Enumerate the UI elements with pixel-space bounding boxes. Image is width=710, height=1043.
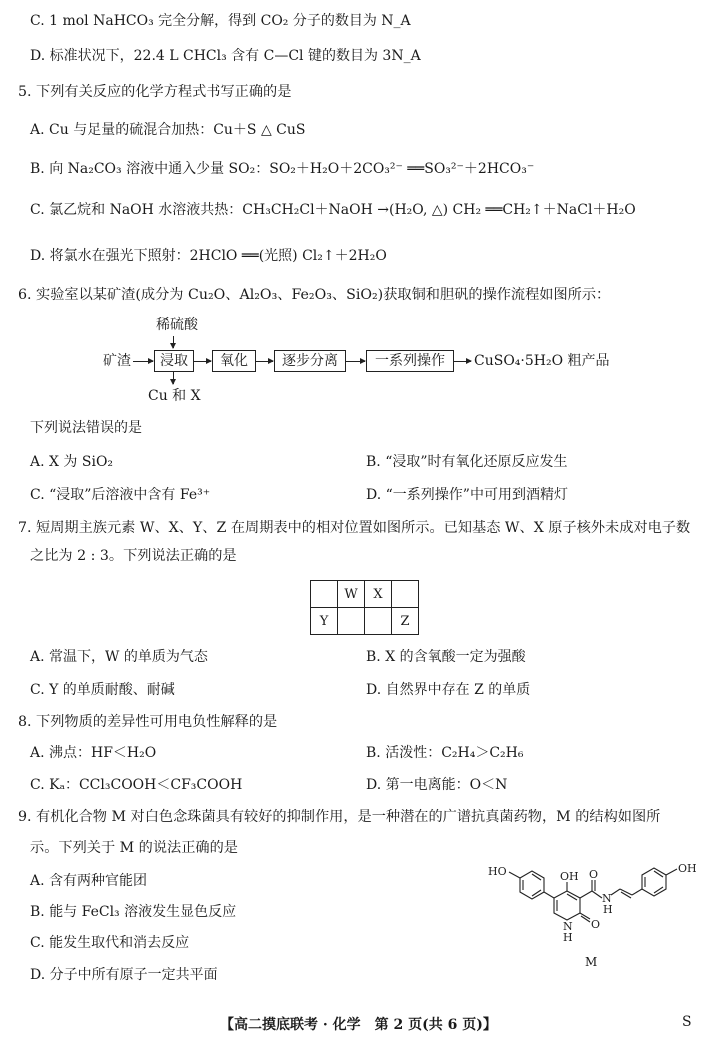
pt-cell-w: W	[338, 581, 365, 608]
q5-option-b: B. 向 Na₂CO₃ 溶液中通入少量 SO₂：SO₂＋H₂O＋2CO₃²⁻ ══SO₃²⁻＋2HCO₃⁻	[30, 161, 535, 177]
ho-left-label: HO	[488, 865, 507, 878]
q5-option-d: D. 将氯水在强光下照射：2HClO ══(光照) Cl₂↑＋2H₂O	[30, 248, 387, 264]
q5-option-c: C. 氯乙烷和 NaOH 水溶液共热：CH₃CH₂Cl＋NaOH →(H₂O, △) CH₂ ══CH₂↑＋NaCl＋H₂O	[30, 202, 636, 218]
q6-option-b: B. “浸取”时有氧化还原反应发生	[366, 454, 568, 470]
flow-step-series: 一系列操作	[366, 350, 454, 372]
q7-option-b: B. X 的含氧酸一定为强酸	[366, 649, 526, 665]
footer-code: S	[682, 1014, 692, 1030]
left-benzene-ring	[520, 871, 544, 899]
pt-cell-y: Y	[311, 608, 338, 635]
q6-stem: 6. 实验室以某矿渣(成分为 Cu₂O、Al₂O₃、Fe₂O₃、SiO₂)获取铜和胆矾的操作流程如图所示：	[18, 287, 611, 303]
flow-byproduct: Cu 和 X	[148, 388, 201, 404]
flow-byproduct-arrow	[173, 372, 174, 384]
flow-arrow-5	[453, 361, 471, 362]
q8-option-a: A. 沸点：HF＜H₂O	[30, 745, 157, 761]
flow-arrow-1	[133, 361, 153, 362]
q4-option-d: D. 标准状况下，22.4 L CHCl₃ 含有 C—Cl 键的数目为 3N_A	[30, 48, 421, 64]
h-amide-label: H	[603, 903, 613, 916]
oh-mid-label: OH	[560, 870, 579, 883]
footer-title: 【高二摸底联考 · 化学 第 2 页(共 6 页)】	[220, 1017, 497, 1033]
flow-arrow-2	[193, 361, 211, 362]
right-benzene-ring	[642, 868, 666, 896]
q5-option-a: A. Cu 与足量的硫混合加热：Cu＋S △ CuS	[30, 122, 306, 138]
q7-option-a: A. 常温下，W 的单质为气态	[30, 649, 208, 665]
o-top-label: O	[589, 868, 599, 881]
pt-cell-z: Z	[392, 608, 419, 635]
n-amide-label: N	[602, 892, 612, 905]
q6-option-c: C. “浸取”后溶液中含有 Fe³⁺	[30, 487, 211, 503]
q9-stem-line2: 示。下列关于 M 的说法正确的是	[30, 840, 238, 856]
pt-cell-x: X	[365, 581, 392, 608]
q9-option-a: A. 含有两种官能团	[30, 873, 148, 889]
q7-option-d: D. 自然界中存在 Z 的单质	[366, 682, 531, 698]
pt-cell	[311, 581, 338, 608]
flow-arrow-3	[255, 361, 273, 362]
periodic-table-fragment	[310, 580, 419, 635]
pyridinone-ring	[554, 891, 580, 920]
n-ring-label: N	[563, 920, 573, 933]
flow-reagent: 稀硫酸	[156, 317, 198, 333]
structure-label: M	[585, 955, 598, 969]
q6-sub-stem: 下列说法错误的是	[30, 420, 142, 436]
q7-option-c: C. Y 的单质耐酸、耐碱	[30, 682, 175, 698]
q8-stem: 8. 下列物质的差异性可用电负性解释的是	[18, 714, 278, 730]
flow-arrow-4	[345, 361, 365, 362]
q4-option-c: C. 1 mol NaHCO₃ 完全分解，得到 CO₂ 分子的数目为 N_A	[30, 13, 411, 29]
o-ring-label: O	[591, 918, 601, 931]
oh-right-label: OH	[678, 862, 697, 875]
q8-option-b: B. 活泼性：C₂H₄＞C₂H₆	[366, 745, 524, 761]
q7-stem-line2: 之比为 2 : 3。下列说法正确的是	[30, 548, 237, 564]
h-ring-label: H	[563, 931, 573, 944]
pt-cell	[392, 581, 419, 608]
q9-option-d: D. 分子中所有原子一定共平面	[30, 967, 218, 983]
pt-cell	[338, 608, 365, 635]
q8-option-c: C. Kₐ：CCl₃COOH＜CF₃COOH	[30, 777, 243, 793]
q9-option-b: B. 能与 FeCl₃ 溶液发生显色反应	[30, 904, 237, 920]
q8-option-d: D. 第一电离能：O＜N	[366, 777, 508, 793]
pt-cell	[365, 608, 392, 635]
flow-step-separate: 逐步分离	[274, 350, 346, 372]
q6-option-d: D. “一系列操作”中可用到酒精灯	[366, 487, 568, 503]
q9-stem-line1: 9. 有机化合物 M 对白色念珠菌具有较好的抑制作用，是一种潜在的广谱抗真菌药物，M 的结构如图所	[18, 809, 661, 825]
flow-step-leach: 浸取	[154, 350, 194, 372]
flow-start: 矿渣	[103, 353, 131, 369]
q7-stem-line1: 7. 短周期主族元素 W、X、Y、Z 在周期表中的相对位置如图所示。已知基态 W、X 原子核外未成对电子数	[18, 520, 691, 536]
q9-option-c: C. 能发生取代和消去反应	[30, 935, 190, 951]
q5-stem: 5. 下列有关反应的化学方程式书写正确的是	[18, 84, 292, 100]
q6-option-a: A. X 为 SiO₂	[30, 454, 114, 470]
flow-reagent-arrow	[173, 336, 174, 348]
flow-product: CuSO₄·5H₂O 粗产品	[474, 353, 610, 369]
flow-step-oxidize: 氧化	[212, 350, 256, 372]
